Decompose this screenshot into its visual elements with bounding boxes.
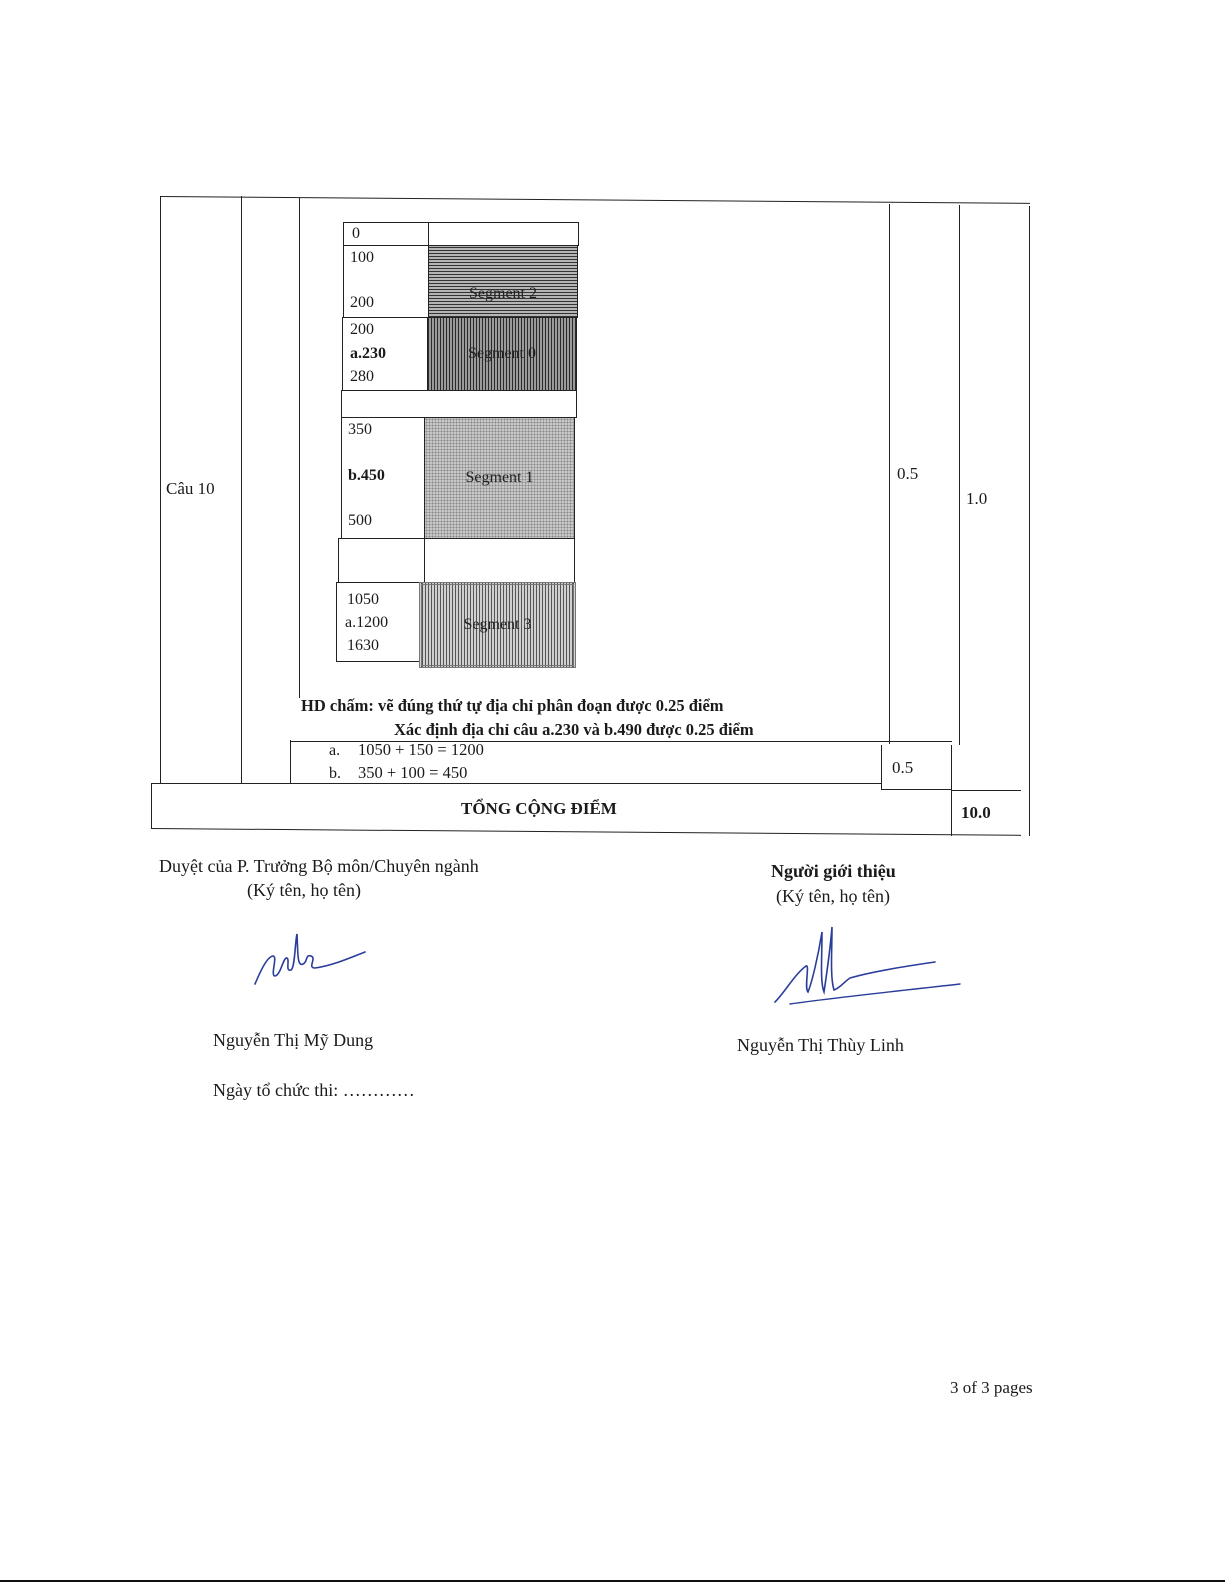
segment-label: Segment 3	[463, 616, 532, 633]
col-divider-2b	[290, 740, 291, 784]
addr-label: 1630	[347, 637, 379, 654]
table-border-top	[160, 196, 1030, 204]
scan-edge	[0, 1580, 1225, 1582]
addr-label: 280	[350, 368, 374, 385]
addr-cell-gap-1	[341, 390, 577, 418]
grading-note-line1: HD chấm: vẽ đúng thứ tự địa chỉ phân đoạn được 0.25 điểm	[301, 696, 724, 715]
right-signer-title: Người giới thiệu	[771, 861, 896, 881]
right-signature	[770, 922, 970, 1022]
score-part2: 0.5	[892, 758, 914, 777]
addr-label: 500	[348, 512, 372, 529]
row-divider-total-top	[151, 783, 881, 784]
score-part1: 0.5	[897, 464, 919, 483]
table-border-left	[160, 196, 161, 784]
segment-block	[424, 417, 575, 539]
left-signature	[245, 912, 375, 992]
addr-label: 0	[352, 225, 360, 242]
exam-date: Ngày tổ chức thi: …………	[213, 1080, 415, 1100]
addr-divider-2	[424, 538, 425, 583]
total-label: TỔNG CỘNG ĐIỂM	[461, 799, 617, 818]
col-divider-3b	[881, 745, 882, 789]
col-divider-3	[889, 204, 890, 744]
question-total: 1.0	[966, 489, 988, 508]
segment-block	[427, 317, 577, 391]
addr-label: 350	[348, 421, 372, 438]
calc-b-marker: b.	[329, 765, 341, 782]
addr-cell-gap-2	[338, 538, 575, 583]
left-signer-title: Duyệt của P. Trưởng Bộ môn/Chuyên ngành	[159, 856, 479, 876]
addr-label: 1050	[347, 591, 379, 608]
page-footer: 3 of 3 pages	[950, 1378, 1033, 1397]
segment-block	[419, 582, 576, 668]
addr-label: a.230	[350, 345, 386, 362]
calc-a: 1050 + 150 = 1200	[358, 740, 484, 759]
segment-block	[428, 245, 578, 318]
right-signer-name: Nguyễn Thị Thùy Linh	[737, 1035, 904, 1055]
table-border-right	[1029, 206, 1030, 836]
question-label: Câu 10	[166, 479, 215, 498]
total-value-top	[951, 790, 1021, 791]
grading-note-line2: Xác định địa chỉ câu a.230 và b.490 được 0.25 điểm	[394, 720, 754, 739]
col-divider-1	[241, 196, 242, 784]
addr-cell-0	[343, 222, 579, 246]
total-value-left	[951, 790, 952, 836]
right-signer-subtitle: (Ký tên, họ tên)	[776, 886, 890, 906]
calc-b: 350 + 100 = 450	[358, 763, 468, 782]
col-divider-2	[299, 198, 300, 698]
col-divider-4	[959, 205, 960, 745]
addr-label: a.1200	[345, 614, 389, 631]
left-signer-subtitle: (Ký tên, họ tên)	[247, 880, 361, 900]
addr-divider	[428, 222, 429, 246]
table-border-bottom	[151, 828, 1021, 836]
row-divider-total-top-b	[881, 789, 951, 790]
addr-label: 100	[350, 249, 374, 266]
total-value: 10.0	[961, 803, 991, 822]
addr-label: 200	[350, 321, 374, 338]
calc-a-marker: a.	[329, 742, 341, 759]
segment-label: Segment 2	[469, 284, 537, 302]
addr-label: 200	[350, 294, 374, 311]
segment-label: Segment 1	[465, 469, 534, 486]
segment-label: Segment 0	[468, 345, 536, 362]
total-row-left	[151, 783, 152, 829]
addr-label: b.450	[348, 467, 385, 484]
left-signer-name: Nguyễn Thị Mỹ Dung	[213, 1030, 374, 1050]
